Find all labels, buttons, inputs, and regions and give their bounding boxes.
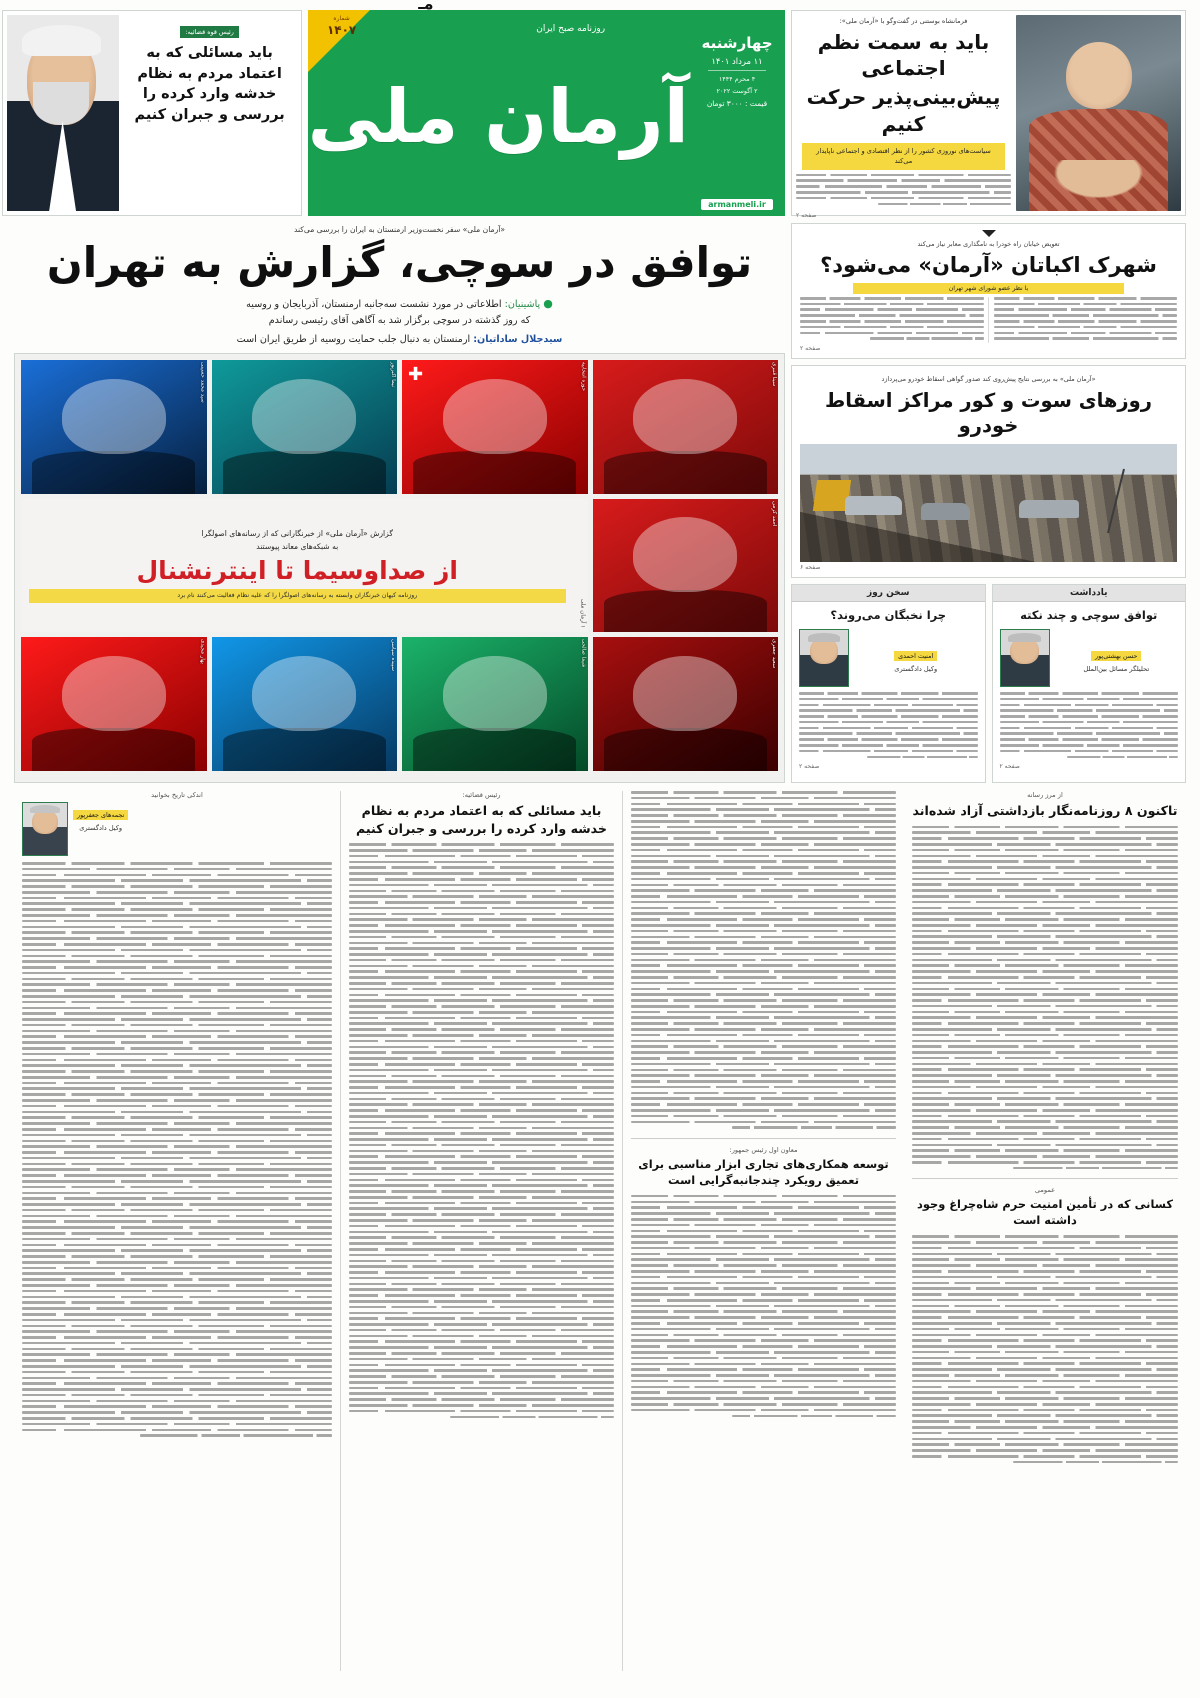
lead-headline: توافق در سوچی، گزارش به تهران xyxy=(46,238,753,287)
bottom-body-4 xyxy=(22,862,332,1437)
lead-kicker: «آرمان ملی» سفر نخست‌وزیر ارمنستان به ایران را بررسی می‌کند xyxy=(293,225,506,234)
mosaic-cell[interactable] xyxy=(593,499,779,633)
price: قیمت : ۳۰۰۰ تومان xyxy=(706,99,768,108)
scrap-headline: روزهای سوت و کور مراکز اسقاط خودرو xyxy=(825,388,1152,438)
top-right-article[interactable] xyxy=(2,10,302,216)
mosaic-cell[interactable] xyxy=(212,360,398,494)
ekbatan-byline: با نظر عضو شورای شهر تهران xyxy=(853,283,1124,294)
date-gregorian: ۲ آگوست ۲۰۲۲ xyxy=(716,87,758,95)
bottom-body-2b xyxy=(631,1195,896,1417)
lead-sub2-text: ارمنستان به دنبال جلب حمایت روسیه از طریق ایران است xyxy=(236,334,471,346)
top-strip xyxy=(14,0,1186,220)
opinion-sokhan-rooz[interactable] xyxy=(791,584,986,783)
bottom-body-2-top xyxy=(631,791,896,1129)
bottom-section-label-3: رئیس قضائیه: xyxy=(462,791,501,799)
bottom-title-1b: کسانی که در تأمین امنیت حرم شاه‌چراغ وجود داشته است xyxy=(917,1197,1173,1228)
top-left-headline-line2: پیش‌بینی‌پذیر حرکت کنیم xyxy=(806,85,1001,136)
mosaic-cell[interactable] xyxy=(21,637,207,771)
lead-sub-line2: که روز گذشته در سوچی برگزار شد به آگاهی آقای رئیسی رساندم xyxy=(268,315,531,327)
bottom-body-3 xyxy=(349,843,614,1418)
bottom-column-3 xyxy=(340,791,622,1671)
masthead-tagline: روزنامه صبح ایران xyxy=(536,24,606,34)
lead-subhead-2 xyxy=(14,334,785,345)
ekbatan-page-ref[interactable]: صفحه ۲ xyxy=(800,345,821,353)
bottom-column-2 xyxy=(622,791,904,1671)
bottom-title-3: باید مسائلی که به اعتماد مردم به نظام خدشه وارد کرده را بررسی و جبران کنیم xyxy=(356,803,607,836)
mosaic-caption: سینا قنبری xyxy=(771,362,777,387)
mosaic-caption: سپیده سیاسی xyxy=(390,639,396,672)
mosaic-cell[interactable] xyxy=(402,360,588,494)
scrap-kicker: «آرمان ملی» به بررسی نتایج پیش‌روی کند صدور گواهی اسقاط خودرو می‌پردازد xyxy=(881,375,1096,384)
bottom-author-name: نجمه‌های جعفرپور xyxy=(73,810,128,820)
lead-sub-line1: اطلاعاتی در مورد نشست سه‌جانبه ارمنستان، آذربایجان و روسیه xyxy=(246,298,502,310)
opinion-author-photo-1 xyxy=(1000,629,1050,687)
opinion-section-label-2: سخن روز xyxy=(792,585,985,602)
scrap-photo xyxy=(800,444,1177,562)
opinion-title-2: چرا نخبگان می‌روند؟ xyxy=(830,608,947,623)
top-left-article[interactable] xyxy=(791,10,1186,220)
bottom-section xyxy=(14,791,1186,1671)
lead-sub-source: پاشینیان: xyxy=(504,298,541,310)
opinion-author-photo-2 xyxy=(799,629,849,687)
opinion-author-2 xyxy=(799,629,978,687)
opinion-yaddasht[interactable] xyxy=(992,584,1187,783)
opinion-section-label-1: یادداشت xyxy=(993,585,1186,602)
bottom-author-role: وکیل دادگستری xyxy=(79,824,123,832)
bottom-section-label-1: از مرز رسانه xyxy=(1027,791,1063,799)
mosaic-caption: بهار مجیدی xyxy=(199,639,206,665)
bottom-section-label-2: معاون اول رئیس جمهور: xyxy=(729,1145,798,1154)
bottom-body-1 xyxy=(912,826,1178,1170)
divider xyxy=(708,70,767,71)
masthead-logo xyxy=(307,0,689,216)
top-left-headline-line1: باید به سمت نظم اجتماعی xyxy=(817,29,990,81)
masthead-wordmark: آرمان ملی xyxy=(307,73,689,160)
mid-section xyxy=(14,223,1186,783)
issue-label: شماره xyxy=(333,15,350,22)
ekbatan-body xyxy=(800,297,1177,343)
opinion-row xyxy=(791,584,1186,783)
issue-badge xyxy=(316,15,368,38)
scrap-story[interactable] xyxy=(791,365,1186,578)
photo-mosaic xyxy=(21,360,778,776)
mosaic-caption: سید محمد حسینی xyxy=(199,362,206,403)
opinion-title-1: توافق سوچی و چند نکته xyxy=(1020,608,1158,623)
mid-left-column xyxy=(791,223,1186,783)
lead-subhead xyxy=(14,294,785,331)
website-url[interactable]: armanmeli.ir xyxy=(701,199,773,210)
photo-mosaic-panel xyxy=(14,353,785,783)
overlay-kicker-line2: به شبکه‌های معاند پیوستند xyxy=(256,541,339,551)
bottom-column-4 xyxy=(14,791,340,1671)
down-arrow-icon xyxy=(982,230,996,237)
overlay-title: از صداوسیما تا اینترنشنال xyxy=(136,556,459,586)
mosaic-caption: شیما صالحی xyxy=(580,639,587,668)
top-left-photo xyxy=(1016,15,1181,211)
bottom-title-1: تاکنون ۸ روزنامه‌نگار بازداشتی آزاد شده‌اند xyxy=(912,803,1178,818)
top-right-tag: رئیس قوه قضائیه: xyxy=(180,26,239,38)
ekbatan-kicker: تعویض خیابان راه خودرا به نامگذاری معابر نیاز می‌کند xyxy=(917,240,1060,248)
bottom-body-1b xyxy=(912,1235,1178,1463)
bottom-section-label-4: اندکی تاریخ بخوانید xyxy=(151,791,203,799)
mosaic-cell[interactable] xyxy=(593,360,779,494)
mosaic-caption: نیما اکبرپور xyxy=(390,362,396,388)
opinion-body-1 xyxy=(1000,692,1179,761)
top-left-page-ref[interactable]: صفحه ۲ xyxy=(796,212,817,220)
top-left-body xyxy=(796,174,1011,209)
top-left-note: سیاست‌های نوروزی کشور را از نظر اقتصادی و اجتماعی ناپایدار می‌کند xyxy=(802,143,1005,169)
mosaic-cell[interactable] xyxy=(212,637,398,771)
opinion-page-ref-1[interactable]: صفحه ۲ xyxy=(999,763,1020,771)
plus-icon: ✚ xyxy=(408,364,424,386)
bottom-author-photo xyxy=(22,802,68,856)
top-right-photo xyxy=(7,15,119,211)
mosaic-caption: سعید جعفری xyxy=(771,639,777,669)
mosaic-caption: احمد کرمی xyxy=(771,500,777,527)
mosaic-cell[interactable] xyxy=(593,637,779,771)
divider xyxy=(912,1178,1178,1179)
date-jalali: ۱۱ مرداد ۱۴۰۱ xyxy=(711,56,763,66)
ekbatan-story[interactable] xyxy=(791,223,1186,359)
ekbatan-headline: شهرک اکباتان «آرمان» می‌شود؟ xyxy=(820,252,1157,277)
opinion-author-role-2: وکیل دادگستری xyxy=(894,664,938,673)
bottom-title-2b: توسعه همکاری‌های تجاری ابزار مناسبی برای تعمیق رویکرد چندجانبه‌گرایی است xyxy=(638,1156,889,1187)
mosaic-cell[interactable] xyxy=(21,360,207,494)
bottom-section-label-1b: عمومی xyxy=(1034,1186,1056,1195)
mosaic-overlay-story[interactable] xyxy=(21,499,588,633)
date-hijri: ۴ محرم ۱۴۴۴ xyxy=(718,75,756,83)
weekday: چهارشنبه xyxy=(701,34,773,52)
mosaic-cell[interactable] xyxy=(402,637,588,771)
lead-sub2-name: سیدجلال ساداتیان: xyxy=(473,334,563,346)
opinion-author-role-1: تحلیلگر مسائل بین‌الملل xyxy=(1083,664,1150,673)
masthead-hat-mark: مـ xyxy=(418,0,434,13)
opinion-body-2 xyxy=(799,692,978,761)
overlay-band: روزنامه کیهان خبرنگاران وابسته به رسانه‌های اصولگرا را که علیه نظام فعالیت می‌کنند نام برد xyxy=(29,589,566,603)
mid-right-column xyxy=(14,223,785,783)
opinion-author-name-2: امنیت احمدی xyxy=(894,651,937,661)
scrap-page-ref[interactable]: صفحه ۶ xyxy=(800,564,821,572)
bottom-column-1 xyxy=(904,791,1186,1671)
mosaic-caption: حوزه انتخابیه xyxy=(580,362,587,392)
top-right-headline: باید مسائلی که به اعتماد مردم به نظام خدشه وارد کرده را بررسی و جبران کنیم xyxy=(134,45,285,123)
masthead-info xyxy=(689,10,785,216)
opinion-page-ref-2[interactable]: صفحه ۲ xyxy=(799,763,820,771)
opinion-author-name-1: حسن بهشتی‌پور xyxy=(1091,651,1141,661)
masthead xyxy=(307,0,785,216)
issue-number: ۱۴۰۷ xyxy=(326,22,357,37)
overlay-kicker-line1: گزارش «آرمان ملی» از خبرنگارانی که از رسانه‌های اصولگرا xyxy=(201,528,393,538)
bottom-author-card xyxy=(22,802,332,856)
opinion-author-1 xyxy=(1000,629,1179,687)
divider xyxy=(631,1138,896,1139)
top-left-kicker: فرمانشاه بوستنی در گفت‌وگو با «آرمان ملی»: xyxy=(839,17,968,25)
overlay-side-caption: ۱ آرمان ملی xyxy=(579,599,586,629)
bullet-icon: ● xyxy=(543,296,553,310)
